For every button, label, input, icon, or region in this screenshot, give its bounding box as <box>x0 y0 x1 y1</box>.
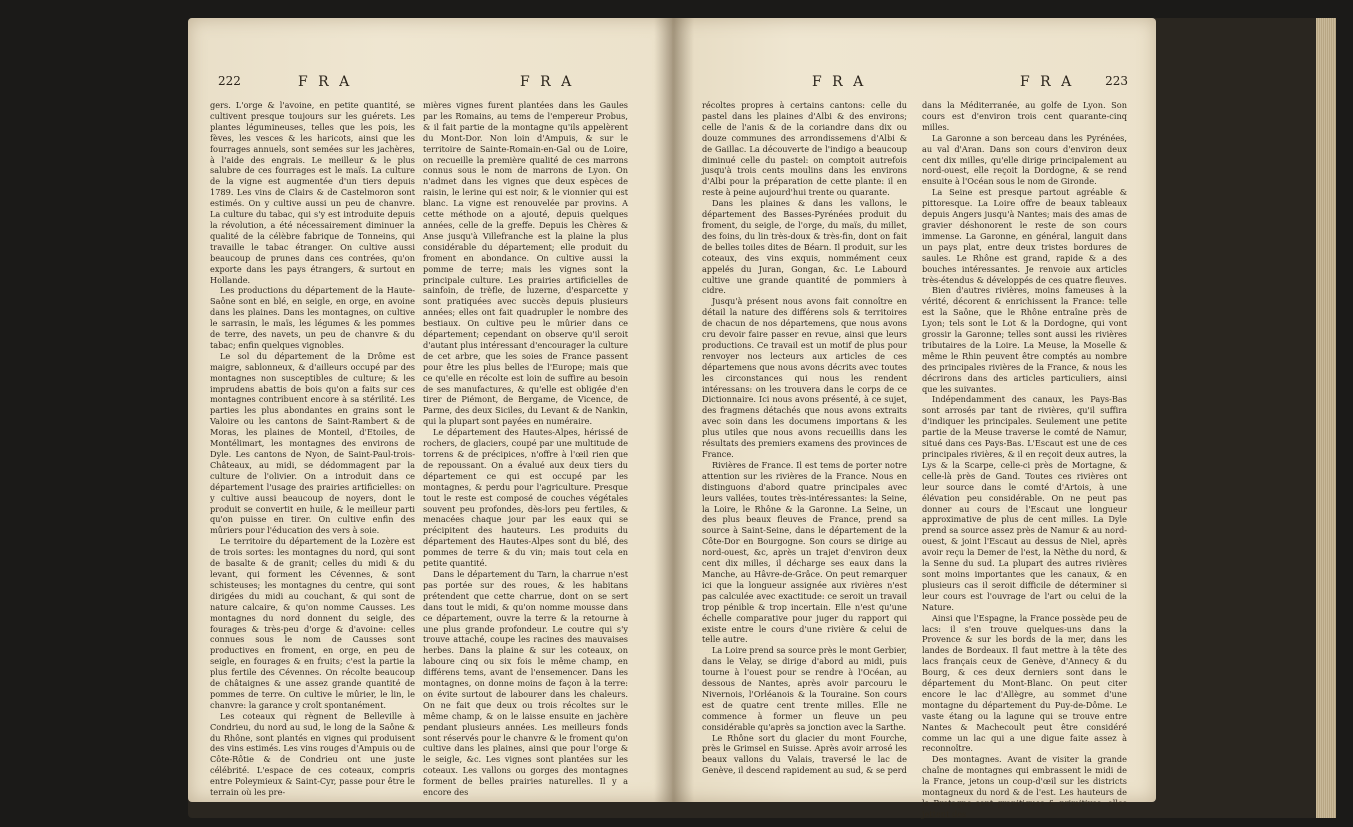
left-column-2 <box>423 100 628 798</box>
paragraph: Les productions du département de la Haute-Saône sont en blé, en seigle, en orge, en avoine dans les plaines. Dans les montagnes, on cultive le sarrasin, le maïs, les légumes & les pommes de terre, des navets, un peu de chanvre & du tabac; enfin quelques vignobles. <box>210 285 415 350</box>
paragraph: récoltes propres à certains cantons: celle du pastel dans les plaines d'Albi & des environs; celle de l'anis & de la coriandre dans dix ou douze communes des arrondissemens d'Albi & de Gaillac. La découverte de l'indigo a beaucoup diminué celle du pastel: on comptoit autrefois jusqu'à trois cents moulins dans les environs d'Albi pour la préparation de cette plante: il en reste à peine aujourd'hui trente ou quarante. <box>702 100 907 198</box>
paragraph: La Loire prend sa source près le mont Gerbier, dans le Velay, se dirige d'abord au midi, puis tourne à l'ouest pour se rendre à l'Océan, au dessous de Nantes, après avoir parcouru le Nivernois, l'Orléanois & la Touraine. Son cours est de quatre cent trente milles. Elle ne commence à former un fleuve un peu considérable qu'après sa jonction avec la Sarthe. <box>702 645 907 732</box>
right-page-header <box>694 74 1134 96</box>
open-book <box>188 18 1336 818</box>
paragraph: La Seine est presque partout agréable & pittoresque. La Loire offre de beaux tableaux depuis Angers jusqu'à Nantes; mais des amas de gravier déshonorent le reste de son cours immense. La Garonne, en général, languit dans un pays plat, entre deux tristes bordures de saules. Le Rhône est grand, rapide & a des bouches intéressantes. Je renvoie aux articles très-étendus & développés de ces quatre fleuves. <box>922 187 1127 285</box>
left-page-header <box>210 74 650 96</box>
paragraph: Indépendamment des canaux, les Pays-Bas sont arrosés par tant de rivières, qu'il suffira d'indiquer les principales. Seulement une petite partie de la Meuse traverse le comté de Namur, situé dans ces Pays-Bas. L'Escaut est une de ces principales rivières, & il en reçoit deux autres, la Lys & la Scarpe, celle-ci près de Mortagne, & celle-là près de Gand. Toutes ces rivières ont leur source dans le comté d'Artois, à une élévation peu considérable. On ne peut pas donner au cours de l'Escaut une longueur approximative de plus de cent milles. La Dyle prend sa source assez près de Namur & au nord-ouest, & joint l'Escaut au dessus de Niel, après avoir reçu la Demer de l'est, la Nèthe du nord, & la Senne du sud. La plupart des autres rivières sont moins importantes que les canaux, & en plusieurs cas il seroit difficile de déterminer si leur cours est l'ouvrage de l'art ou celui de la Nature. <box>922 394 1127 612</box>
paragraph: Le sol du département de la Drôme est maigre, sablonneux, & d'ailleurs occupé par des montagnes non susceptibles de culture; & les imprudens abattis de bois qu'on a faits sur ces montagnes contribuent encore à sa stérilité. Les parties les plus abondantes en grains sont le Valoire ou les cantons de Saint-Rambert & de Moras, les plaines de Monteil, d'Etoiles, de Montélimart, les montagnes des environs de Dyle. Les cantons de Nyon, de Saint-Paul-trois-Châteaux, au midi, se dédommagent par la culture de l'olivier. On a introduit dans ce département l'usage des prairies artificielles: on y cultive aussi beaucoup de noyers, dont le produit se convertit en huile, & le meilleur parti qu'on puisse en tirer. On cultive enfin des mûriers pour l'éducation des vers à soie. <box>210 350 415 536</box>
paragraph: Les coteaux qui règnent de Belleville à Condrieu, du nord au sud, le long de la Saône & du Rhône, sont plantés en vignes qui produisent des vins estimés. Les vins rouges d'Ampuis ou de Côte-Rôtie & de Condrieu ont une juste célébrité. L'espace de ces coteaux, compris entre Poleymieux & Saint-Cyr, passe pour être le terrain où les pre- <box>210 710 415 798</box>
left-page <box>188 18 672 802</box>
right-page-number: 223 <box>1105 74 1128 88</box>
paragraph: Dans le département du Tarn, la charrue n'est pas portée sur des roues, & les habitans prétendent que cette charrue, dont on se sert dans tout le midi, & qu'on nomme mousse dans ce département, ouvre la terre & la retourne à une plus grande profondeur. Le coutre qui s'y trouve attaché, coupe les racines des mauvaises herbes. Dans la plaine & sur les coteaux, on laboure cinq ou six fois le même champ, en différens tems, avant de l'ensemencer. Dans les montagnes, on donne moins de façon à la terre: on évite surtout de labourer dans les chaleurs. On ne fait que deux ou trois récoltes sur le même champ, & on le laisse ensuite en jachère pendant plusieurs années. Les meilleurs fonds sont réservés pour le chanvre & le froment qu'on cultive dans les plaines, ainsi que pour l'orge & le seigle, &c. Les vignes sont plantées sur les coteaux. Les vallons ou gorges des montagnes forment de belles prairies naturelles. Il y a encore des <box>423 568 628 798</box>
page-edges <box>1316 18 1336 818</box>
paragraph: Dans les plaines & dans les vallons, le département des Basses-Pyrénées produit du froment, du seigle, de l'orge, du maïs, du millet, des foins, du lin très-doux & très-fin, dont on fait de belles toiles dites de Béarn. Il produit, sur les coteaux, des vins exquis, nommément ceux appelés du Juran, Gongan, &c. Le Labourd cultive une grande quantité de pommiers à cidre. <box>702 198 907 296</box>
left-page-number: 222 <box>218 74 241 88</box>
paragraph: Le Rhône sort du glacier du mont Fourche, près le Grimsel en Suisse. Après avoir arrosé les beaux vallons du Valais, traversé le lac de Genève, il descend rapidement au sud, & se perd <box>702 732 907 776</box>
paragraph: Le département des Hautes-Alpes, hérissé de rochers, de glaciers, coupé par une multitude de torrens & de précipices, n'offre à l'œil rien que de repoussant. On a évalué aux deux tiers du département ce qui est occupé par les montagnes, & perdu pour l'agriculture. Presque tout le reste est composé de couches végétales souvent peu profondes, dès-lors peu fertiles, & menacées chaque jour par les eaux qui se précipitent des hauteurs. Les produits du département des Hautes-Alpes sont du blé, des pommes de terre & du vin; mais tout cela en petite quantité. <box>423 427 628 569</box>
paragraph: Jusqu'à présent nous avons fait connoître en détail la nature des différens sols & territoires de chacun de nos départemens, que nous avons cru devoir faire passer en revue, ainsi que leurs productions. Ce travail est un motif de plus pour renvoyer nos lecteurs aux articles de ces départemens que nous avons décrits avec toutes les circonstances qui nous les rendent intéressans: on les trouvera dans le corps de ce Dictionnaire. Ici nous avons présenté, à ce sujet, des fragmens détachés que nous avons extraits avec soin dans les documens importans & les plus utiles que nous avons recueillis dans les résultats des premiers examens des provinces de France. <box>702 296 907 459</box>
right-page <box>672 18 1156 819</box>
paragraph: mières vignes furent plantées dans les Gaules par les Romains, au tems de l'empereur Probus, & il fait partie de la montagne qu'ils appelèrent du Mont-Dor. Non loin d'Ampuis, & sur le territoire de Sainte-Romain-en-Gal ou de Loire, on recueille la première qualité de ces marrons connus sous le nom de marrons de Lyon. On n'admet dans les vignes que deux espèces de raisin, le lerine qui est noir, & le vionnier qui est blanc. La vigne est renouvelée par provins. A cette méthode on a ajouté, depuis quelques années, celle de la greffe. Depuis les Chères & Anse jusqu'à Villefranche est la plaine la plus considérable du département; elle produit du froment en abondance. On cultive aussi la pomme de terre; mais les vignes sont la principale culture. Les prairies artificielles de sainfoin, de trèfle, de luzerne, d'esparcette y sont pratiquées avec succès depuis plusieurs années; elles ont fait quadrupler le nombre des bestiaux. On cultive peu le mûrier dans ce département; cependant on observe qu'il seroit d'autant plus intéressant d'encourager la culture de cet arbre, que les soies de France passent pour être les plus belles de l'Europe; mais que ce qu'elle en récolte est loin de suffire au besoin de ses manufactures, & qu'elle est obligée d'en tirer de Piémont, de Bergame, de Vicence, de Parme, des deux Siciles, du Levant & de Nankin, qui la plupart sont payées en numéraire. <box>423 100 628 427</box>
left-headword-left: F R A <box>298 74 353 90</box>
paragraph: Des montagnes. Avant de visiter la grande chaîne de montagnes qui embrassent le midi de la France, jetons un coup-d'œil sur les districts montagneux du nord & de l'est. Les hauteurs de la Bretagne sont granitiques & primitives; elles jettent des <box>922 754 1127 819</box>
paragraph: Bien d'autres rivières, moins fameuses à la vérité, décorent & enrichissent la France: telle est la Saône, que le Rhône entraîne près de Lyon; tels sont le Lot & la Dordogne, qui vont grossir la Garonne; telles sont aussi les rivières tributaires de la Loire. La Meuse, la Moselle & même le Rhin peuvent être comptés au nombre des principales rivières de la France, & nous les décrirons dans des articles particuliers, ainsi que les suivantes. <box>922 285 1127 394</box>
paragraph: dans la Méditerranée, au golfe de Lyon. Son cours est d'environ trois cent quarante-cinq milles. <box>922 100 1127 132</box>
right-column-2 <box>922 100 1127 819</box>
paragraph: La Garonne a son berceau dans les Pyrénées, au val d'Aran. Dans son cours d'environ deux cent dix milles, qu'elle dirige principalement au nord-ouest, elle reçoit la Dordogne, & se rend ensuite à l'Océan sous le nom de Gironde. <box>922 132 1127 187</box>
right-column-1 <box>702 100 907 790</box>
paragraph: gers. L'orge & l'avoine, en petite quantité, se cultivent presque toujours sur les guérets. Les plantes légumineuses, telles que les pois, les fèves, les vesces & les haricots, ainsi que les fourrages annuels, sont semées sur les jachères, à l'aide des engrais. Le meilleur & le plus salubre de ces fourrages est le maïs. La culture de la vigne est augmentée d'un tiers depuis 1789. Les vins de Clairs & de Castelmoron sont estimés. On y cultive aussi un peu de chanvre. La culture du tabac, qui s'y est introduite depuis la révolution, a été nécessairement diminuer la qualité de la célèbre fabrique de Tonneins, qui travaille le tabac étranger. On cultive aussi beaucoup de prunes dans ces contrées, qu'on exporte dans les pays étrangers, & surtout en Hollande. <box>210 100 415 285</box>
left-headword-right: F R A <box>520 74 575 90</box>
paragraph: Le territoire du département de la Lozère est de trois sortes: les montagnes du nord, qui sont de basalte & de granit; celles du midi & du levant, qui forment les Cévennes, & sont schisteuses; les montagnes du centre, qui sont dirigées du midi au couchant, & qui sont de nature calcaire, & qu'on nomme Causses. Les montagnes du nord donnent du seigle, des fourages & très-peu d'orge & d'avoine: celles connues sous le nom de Causses sont productives en froment, en orge, en peu de seigle, en fourages & en fruits; c'est la partie la plus fertile des Cévennes. On récolte beaucoup de châtaignes & une assez grande quantité de pommes de terre. On cultive le mûrier, le lin, le chanvre: la garance y croît spontanément. <box>210 536 415 710</box>
right-headword-left: F R A <box>812 74 867 90</box>
paragraph: Rivières de France. Il est tems de porter notre attention sur les rivières de la France. Nous en distinguons d'abord quatre principales avec leurs vallées, toutes très-intéressantes: la Seine, la Loire, le Rhône & la Garonne. La Seine, un des plus beaux fleuves de France, prend sa source à Saint-Seine, dans le département de la Côte-Dor en Bourgogne. Son cours se dirige au nord-ouest, &c, après un trajet d'environ deux cent dix milles, il décharge ses eaux dans la Manche, au Hâvre-de-Grâce. On peut remarquer ici que la longueur assignée aux rivières n'est pas calculée avec exactitude: ce seroit un travail trop pénible & trop incertain. Elle n'est qu'une échelle comparative pour juger du rapport qui existe entre le cours d'une rivière & celui de telle autre. <box>702 459 907 645</box>
right-headword-right: F R A <box>1020 74 1075 90</box>
left-column-1 <box>210 100 415 798</box>
paragraph: Ainsi que l'Espagne, la France possède peu de lacs: il s'en trouve quelques-uns dans la Provence & sur les bords de la mer, dans les landes de Bordeaux. Il faut mettre à la tête des lacs français ceux de Genève, d'Annecy & du Bourg, & ces deux derniers sont dans le département du Mont-Blanc. On peut citer encore le lac d'Allègre, au sommet d'une montagne du département du Puy-de-Dôme. Le vaste étang ou la lagune qui se trouve entre Nantes & Machecoult peut être considéré comme un lac qui a une digue faite assez à reconnoître. <box>922 612 1127 754</box>
